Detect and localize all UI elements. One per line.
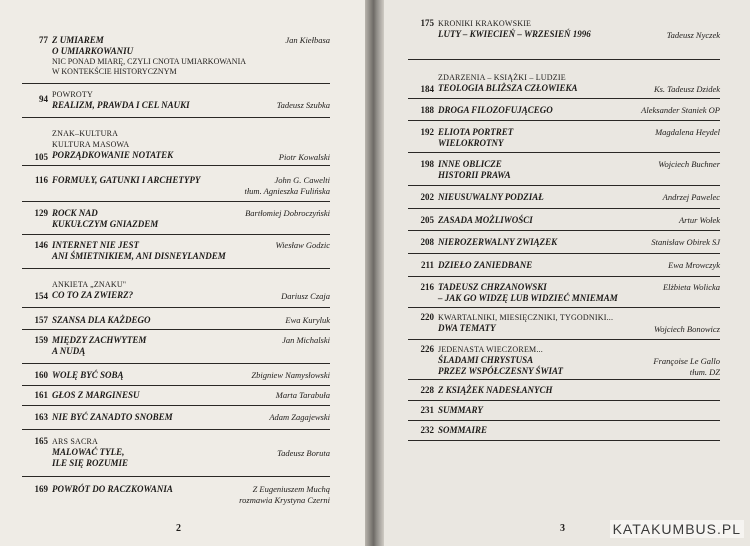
entry-author: Tadeusz Szubka [276, 100, 330, 110]
page-number: 2 [176, 523, 181, 534]
divider [408, 253, 720, 254]
divider [408, 208, 720, 209]
page-ref: 216 [420, 282, 434, 292]
entry-title: GŁOS Z MARGINESU [52, 390, 140, 400]
entry-author: Jan Kiełbasa [285, 35, 330, 45]
book-gutter [365, 0, 384, 546]
entry-title: REALIZM, PRAWDA I CEL NAUKI [52, 100, 190, 110]
entry-title: ROCK NAD KUKUŁCZYM GNIAZDEM [52, 208, 159, 229]
divider [22, 476, 330, 477]
entry-author: Zbigniew Namysłowski [251, 370, 330, 380]
divider [408, 440, 720, 441]
divider [22, 117, 330, 118]
entry-author: Ewa Kuryluk [285, 315, 330, 325]
entry-title: POWRÓT DO RACZKOWANIA [52, 484, 173, 494]
page-ref: 129 [34, 208, 48, 218]
entry-author: Dariusz Czaja [281, 291, 330, 301]
entry-subtitle: NIC PONAD MIARĘ, CZYLI CNOTA UMIARKOWANIA W KONTEKŚCIE HISTORYCZNYM [52, 57, 247, 76]
entry-title: TADEUSZ CHRZANOWSKI – JAK GO WIDZĘ LUB WIDZIEĆ MNIEMAM [438, 282, 618, 303]
entry-title: NIEROZERWALNY ZWIĄZEK [438, 237, 558, 247]
entry-author: Marta Tarabuła [275, 390, 330, 400]
page-ref: 77 [39, 35, 48, 45]
divider [408, 339, 720, 340]
page-ref: 184 [420, 84, 434, 94]
right-page [384, 0, 750, 546]
page-ref: 208 [420, 237, 434, 247]
divider [408, 379, 720, 380]
page-ref: 116 [34, 175, 48, 185]
entry-title: ZASADA MOŻLIWOŚCI [438, 215, 533, 225]
entry-title: Z UMIAREM O UMIARKOWANIU [52, 35, 134, 56]
entry-title: PORZĄDKOWANIE NOTATEK [52, 150, 174, 160]
page-number: 3 [560, 523, 565, 534]
entry-title: MIĘDZY ZACHWYTEM A NUDĄ [52, 335, 147, 356]
entry-title: LUTY – KWIECIEŃ – WRZESIEŃ 1996 [438, 29, 591, 39]
page-ref: 198 [420, 159, 434, 169]
divider [22, 363, 330, 364]
page-ref: 232 [420, 425, 434, 435]
page-ref: 146 [34, 240, 48, 250]
entry-author: Ks. Tadeusz Dzidek [653, 84, 720, 94]
entry-title: Z KSIĄŻEK NADESŁANYCH [438, 385, 553, 395]
entry-author: Wojciech Buchner [658, 159, 720, 169]
page-ref: 220 [420, 312, 434, 322]
entry-title: WOLĘ BYĆ SOBĄ [52, 370, 124, 380]
divider [22, 329, 330, 330]
entry-author: Adam Zagajewski [269, 412, 330, 422]
section-label: POWROTY [52, 90, 93, 99]
section-label: ARS SACRA [52, 437, 99, 446]
page-ref: 226 [420, 344, 434, 354]
divider [408, 59, 720, 60]
entry-author: John G. Cawelti tłum. Agnieszka Fulińska [244, 175, 330, 196]
page-ref: 165 [34, 436, 48, 446]
divider [22, 83, 330, 84]
divider [408, 420, 720, 421]
divider [408, 276, 720, 277]
entry-title: FORMUŁY, GATUNKI I ARCHETYPY [52, 175, 201, 185]
divider [22, 385, 330, 386]
entry-title: SOMMAIRE [438, 425, 488, 435]
entry-title: SZANSA DLA KAŻDEGO [52, 315, 151, 325]
section-label: KRONIKI KRAKOWSKIE [438, 19, 532, 28]
page-ref: 154 [34, 291, 48, 301]
entry-author: Wiesław Godzic [275, 240, 330, 250]
entry-title: INTERNET NIE JEST ANI ŚMIETNIKIEM, ANI DISNEYLANDEM [52, 240, 226, 261]
entry-author: Artur Wołek [678, 215, 720, 225]
section-label: JEDENASTA WIECZOREM... [438, 345, 543, 354]
divider [22, 268, 330, 269]
divider [22, 405, 330, 406]
entry-title: DZIEŁO ZANIEDBANE [438, 260, 533, 270]
page-ref: 188 [420, 105, 434, 115]
entry-title: ELIOTA PORTRET WIELOKROTNY [438, 127, 514, 148]
entry-author: Tadeusz Boruta [277, 448, 330, 458]
divider [408, 120, 720, 121]
entry-author: Magdalena Heydel [655, 127, 720, 137]
divider [22, 429, 330, 430]
entry-author: Ewa Mrowczyk [668, 260, 720, 270]
page-ref: 175 [420, 18, 434, 28]
watermark-label: KATAKUMBUS.PL [610, 520, 744, 538]
page-ref: 192 [420, 127, 434, 137]
divider [22, 201, 330, 202]
entry-title: MALOWAĆ TYLE, ILE SIĘ ROZUMIE [52, 447, 129, 468]
divider [22, 165, 330, 166]
entry-title: NIEUSUWALNY PODZIAŁ [438, 192, 544, 202]
entry-author: Bartłomiej Dobroczyński [245, 208, 330, 218]
entry-author: Elżbieta Wolicka [662, 282, 720, 292]
entry-title: INNE OBLICZE HISTORII PRAWA [438, 159, 511, 180]
page-ref: 160 [34, 370, 48, 380]
entry-author: Aleksander Staniek OP [641, 105, 720, 115]
divider [408, 152, 720, 153]
divider [408, 400, 720, 401]
divider [408, 307, 720, 308]
page-ref: 159 [34, 335, 48, 345]
entry-title: SUMMARY [438, 405, 483, 415]
entry-author: Tadeusz Nyczek [666, 30, 720, 40]
section-label: KWARTALNIKI, MIESIĘCZNIKI, TYGODNIKI... [438, 313, 614, 322]
entry-title: DROGA FILOZOFUJĄCEGO [438, 105, 553, 115]
page-ref: 205 [420, 215, 434, 225]
entry-title: DWA TEMATY [438, 323, 496, 333]
entry-title: NIE BYĆ ZANADTO SNOBEM [52, 412, 173, 422]
entry-author: Andrzej Pawelec [662, 192, 720, 202]
page-ref: 228 [420, 385, 434, 395]
entry-author: Françoise Le Gallo tłum. DZ [653, 356, 720, 377]
entry-author: Jan Michalski [282, 335, 330, 345]
entry-title: ŚLADAMI CHRYSTUSA PRZEZ WSPÓŁCZESNY ŚWIAT [438, 355, 564, 376]
section-label: ZDARZENIA – KSIĄŻKI – LUDZIE [438, 73, 566, 82]
section-label: ANKIETA „ZNAKU" [52, 280, 127, 289]
page-ref: 202 [420, 192, 434, 202]
divider [408, 230, 720, 231]
page-ref: 231 [420, 405, 434, 415]
page-ref: 169 [34, 484, 48, 494]
left-page [0, 0, 365, 546]
page-ref: 163 [34, 412, 48, 422]
divider [408, 185, 720, 186]
entry-title: CO TO ZA ZWIERZ? [52, 290, 134, 300]
divider [408, 98, 720, 99]
page-ref: 94 [39, 94, 48, 104]
divider [22, 307, 330, 308]
entry-author: Stanisław Obirek SJ [651, 237, 720, 247]
page-ref: 157 [34, 315, 48, 325]
entry-author: Piotr Kowalski [278, 152, 330, 162]
divider [22, 234, 330, 235]
entry-author: Wojciech Bonowicz [653, 324, 720, 334]
entry-title: TEOLOGIA BLIŻSZA CZŁOWIEKA [438, 83, 578, 93]
page-ref: 211 [420, 260, 434, 270]
section-label: ZNAK–KULTURA KULTURA MASOWA [52, 129, 130, 149]
page-ref: 105 [34, 152, 48, 162]
page-ref: 161 [34, 390, 48, 400]
entry-author: Z Eugeniuszem Muchą rozmawia Krystyna Czerni [239, 484, 330, 505]
